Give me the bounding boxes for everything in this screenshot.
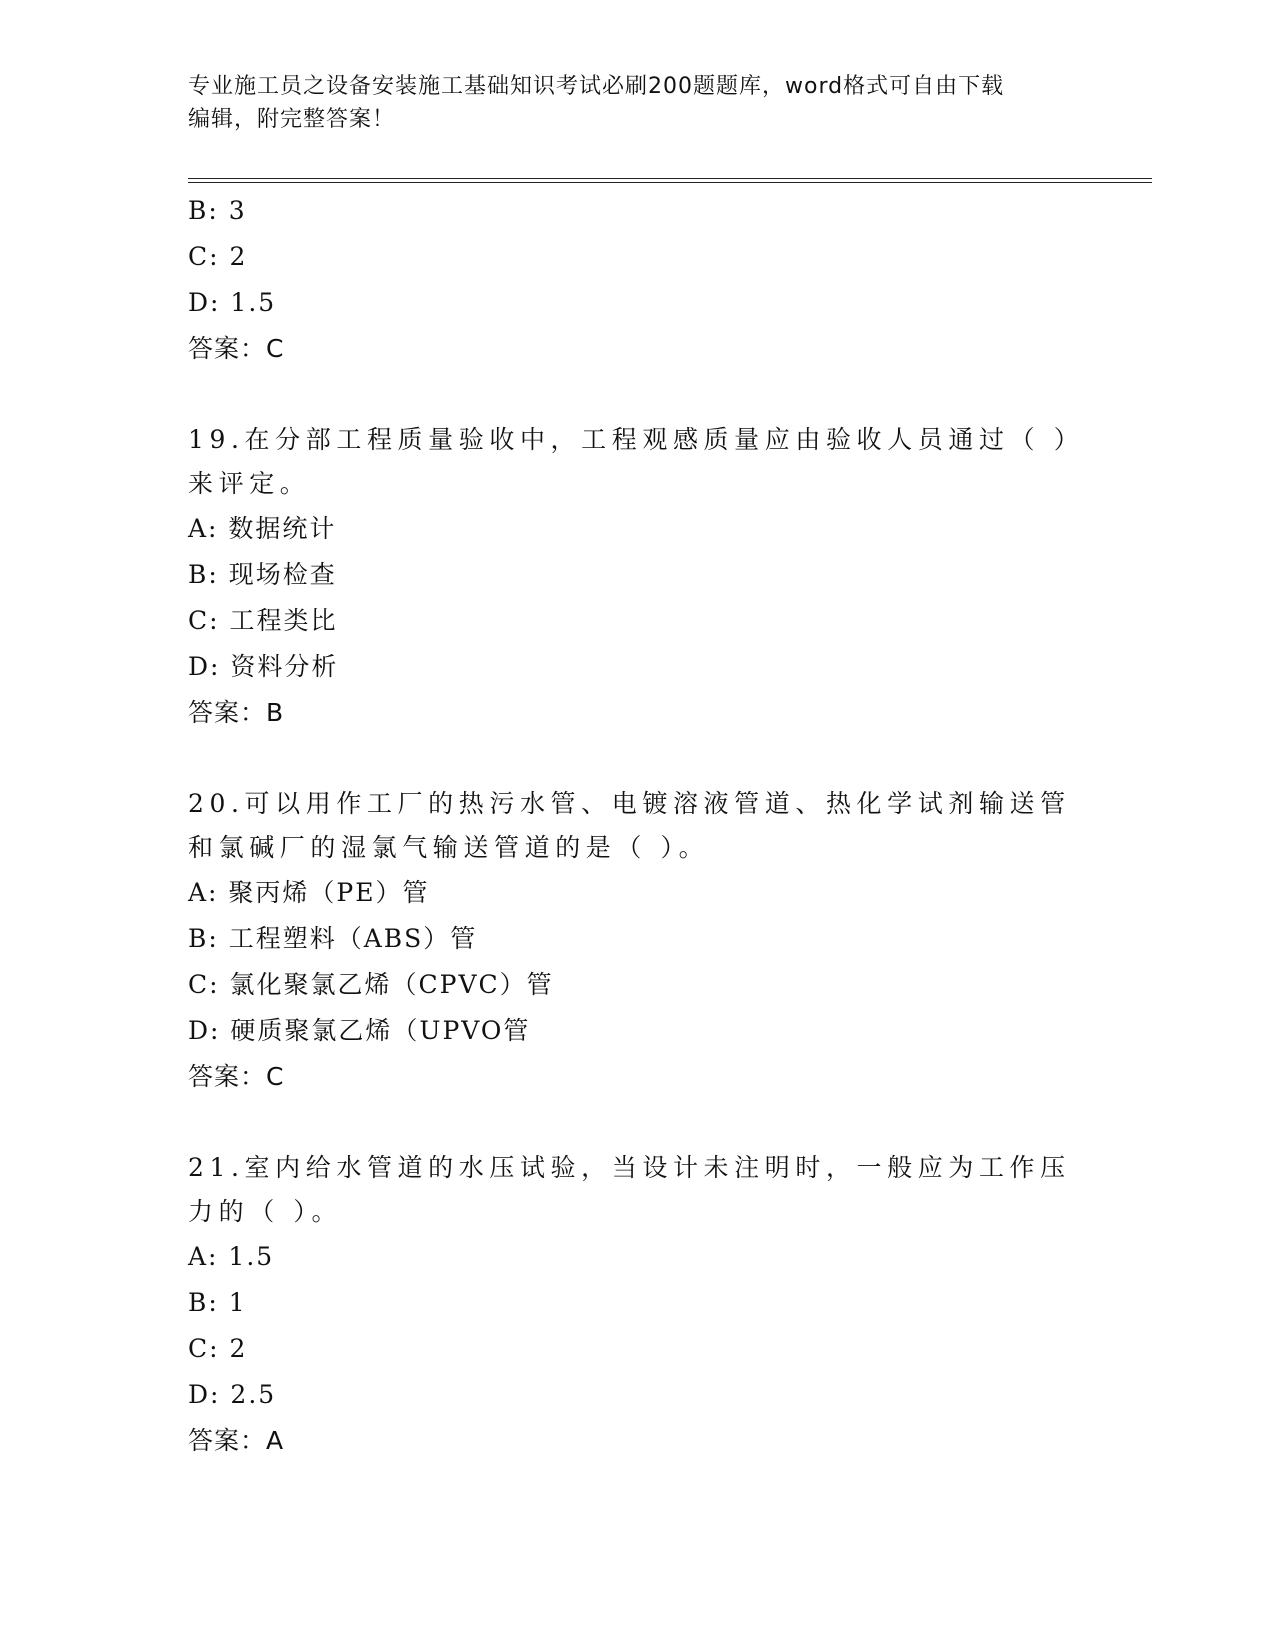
question-20 [188, 782, 1088, 1100]
option-c: C: 2 [188, 242, 248, 271]
option-a: A: 数据统计 [188, 514, 337, 543]
header-divider-bottom [188, 182, 1152, 183]
spacer [188, 736, 1088, 782]
option-b: B: 1 [188, 1288, 247, 1317]
spacer [188, 372, 1088, 418]
option-d: D: 1.5 [188, 288, 277, 317]
option-d: D: 2.5 [188, 1380, 277, 1409]
question-content [188, 188, 1088, 1464]
option-a: A: 聚丙烯（PE）管 [188, 878, 430, 907]
option-c: C: 氯化聚氯乙烯（CPVC）管 [188, 970, 554, 999]
question-text: 20.可以用作工厂的热污水管、电镀溶液管道、热化学试剂输送管和氯碱厂的湿氯气输送管道的是（ ）。 [188, 789, 1071, 862]
answer-line: 答案：A [188, 1426, 285, 1455]
spacer [188, 1100, 1088, 1146]
option-b: B: 现场检查 [188, 560, 337, 589]
option-b: B: 工程塑料（ABS）管 [188, 924, 478, 953]
question-text: 19.在分部工程质量验收中，工程观感质量应由验收人员通过（ ）来评定。 [188, 425, 1085, 498]
question-text: 21.室内给水管道的水压试验，当设计未注明时，一般应为工作压力的（ ）。 [188, 1153, 1071, 1226]
option-b: B: 3 [188, 196, 247, 225]
option-a: A: 1.5 [188, 1242, 275, 1271]
document-header [188, 70, 1068, 136]
answer-line: 答案：C [188, 1062, 285, 1091]
question-21 [188, 1146, 1088, 1464]
option-c: C: 工程类比 [188, 606, 338, 635]
header-line-2: 编辑，附完整答案！ [188, 107, 396, 132]
option-d: D: 硬质聚氯乙烯（UPVO管 [188, 1016, 531, 1045]
previous-question-tail [188, 188, 1088, 372]
option-c: C: 2 [188, 1334, 248, 1363]
answer-line: 答案：C [188, 334, 285, 363]
option-d: D: 资料分析 [188, 652, 339, 681]
header-divider-top [188, 178, 1152, 179]
header-line-1: 专业施工员之设备安装施工基础知识考试必刷200题题库，word格式可自由下载 [188, 74, 1005, 99]
question-19 [188, 418, 1088, 736]
answer-line: 答案：B [188, 698, 285, 727]
